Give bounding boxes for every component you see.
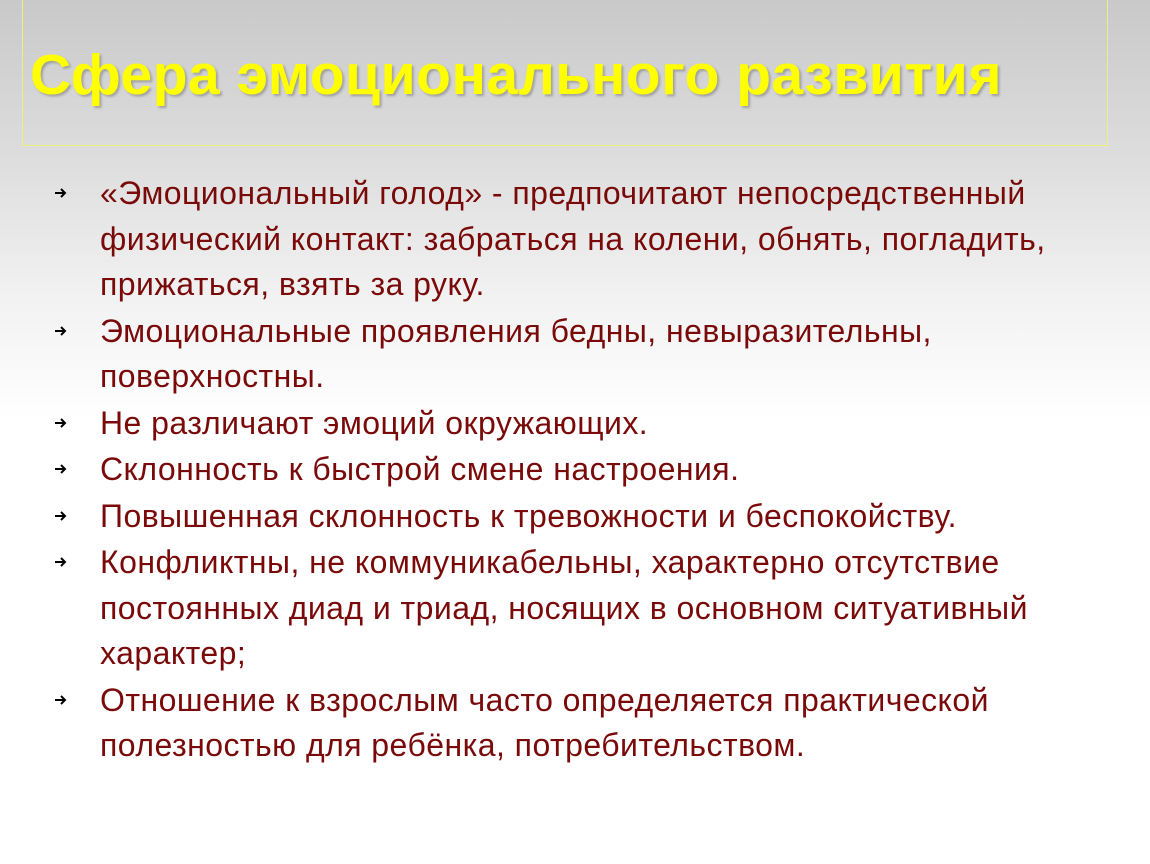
list-item-text: Склонность к быстрой смене настроения. xyxy=(100,451,740,487)
list-item xyxy=(50,447,1110,493)
list-item-text: Повышенная склонность к тревожности и беспокойству. xyxy=(100,497,957,534)
arrow-right-icon xyxy=(54,416,68,430)
arrow-right-icon xyxy=(54,509,68,523)
list-item xyxy=(50,494,1110,540)
list-item xyxy=(50,540,1110,677)
list-item xyxy=(50,401,1110,447)
bullet-list xyxy=(50,171,1110,770)
list-item-text: Не различают эмоций окружающих. xyxy=(100,404,649,441)
arrow-right-icon xyxy=(54,462,68,476)
arrow-right-icon xyxy=(54,693,68,707)
list-item xyxy=(50,678,1110,769)
slide-title: Сфера эмоционального развития xyxy=(30,43,1003,107)
arrow-right-icon xyxy=(54,186,68,200)
arrow-right-icon xyxy=(54,324,68,338)
list-item-text: «Эмоциональный голод» - предпочитают непосредственный физический контакт: забраться на колени, обнять, погладить, прижаться, взять за руку. xyxy=(100,175,1046,302)
list-item-text: Эмоциональные проявления бедны, невыразительны, поверхностны. xyxy=(100,312,932,394)
arrow-right-icon xyxy=(54,555,68,569)
list-item-text: Конфликтны, не коммуникабельны, характерно отсутствие постоянных диад и триад, носящих в основном ситуативный характер; xyxy=(100,544,1028,671)
list-item xyxy=(50,309,1110,400)
list-item xyxy=(50,171,1110,308)
list-item-text: Отношение к взрослым часто определяется практической полезностью для ребёнка, потребительством. xyxy=(100,681,989,763)
